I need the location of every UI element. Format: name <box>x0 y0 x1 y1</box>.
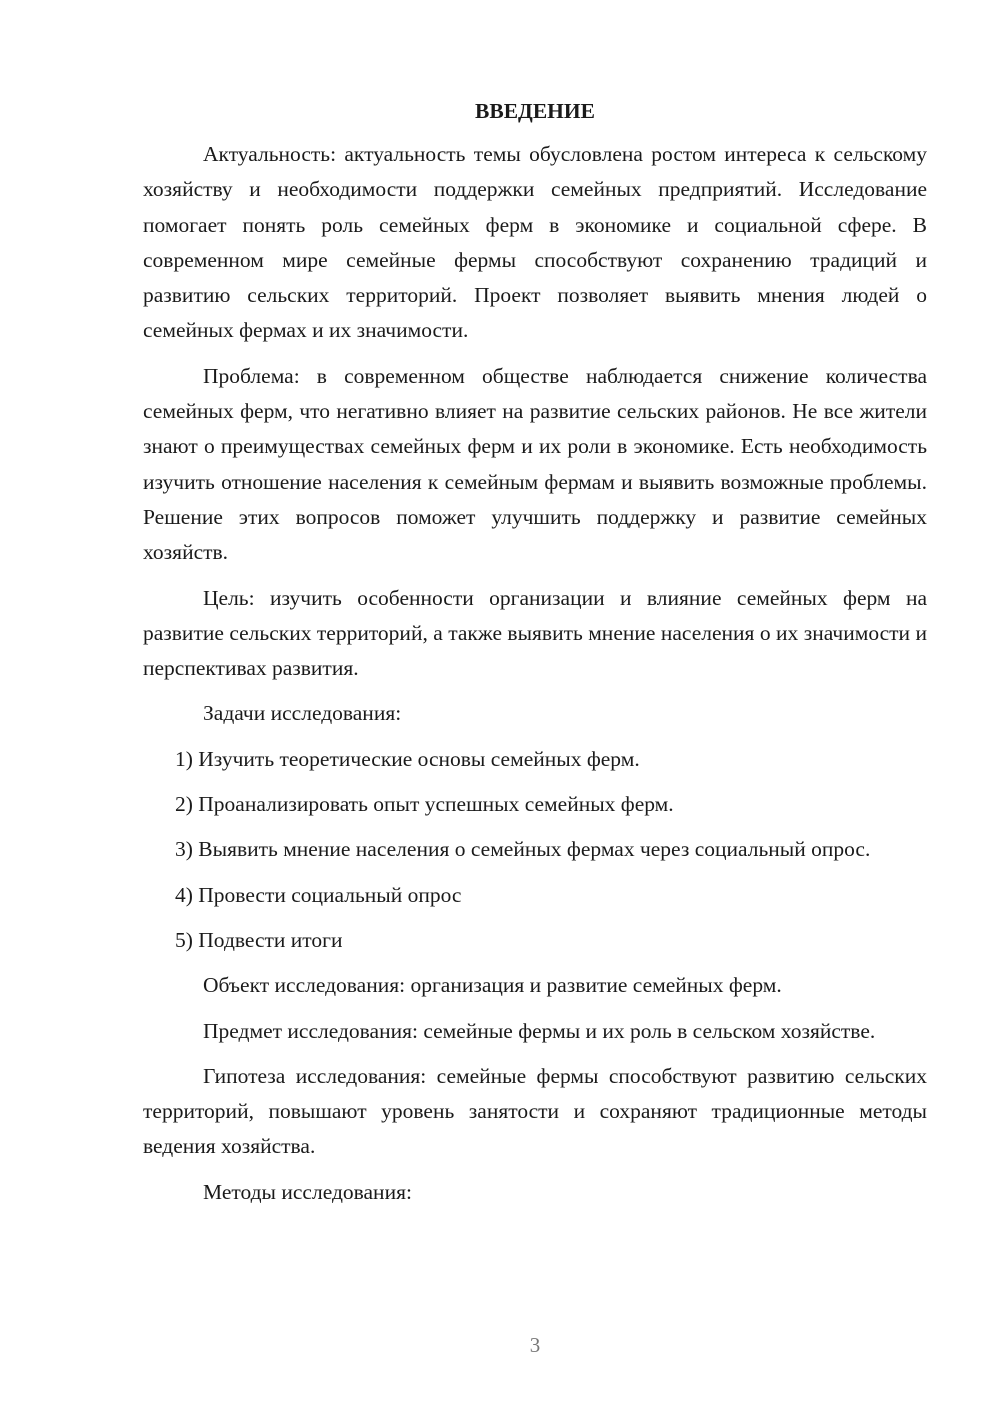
page-title: ВВЕДЕНИЕ <box>475 99 595 123</box>
task-item-2: 2) Проанализировать опыт успешных семейных ферм. <box>175 792 674 817</box>
paragraph-goal: Цель: изучить особенности организации и влияние семейных ферм на развитие сельских территорий, а также выявить мнение населения о их значимости и перспективах развития. <box>143 585 927 681</box>
paragraph-methods: Методы исследования: <box>203 1179 412 1204</box>
paragraph-tasks-heading: Задачи исследования: <box>203 701 402 726</box>
paragraph-object: Объект исследования: организация и развитие семейных ферм. <box>203 973 782 998</box>
page-content <box>143 96 927 1220</box>
task-item-4: 4) Провести социальный опрос <box>175 882 462 907</box>
page-number: 3 <box>529 1333 541 1357</box>
task-item-3: 3) Выявить мнение населения о семейных фермах через социальный опрос. <box>175 837 871 862</box>
task-item-1: 1) Изучить теоретические основы семейных ферм. <box>175 746 640 771</box>
paragraph-relevance: Актуальность: актуальность темы обусловлена ростом интереса к сельскому хозяйству и необходимости поддержки семейных предприятий. Исследование помогает понять роль семейных ферм в экономике и социальной сфере. В современном мире семейные фермы способствуют сохранению традиций и развитию сельских территорий. Проект позволяет выявить мнения людей о семейных фермах и их значимости. <box>143 142 927 343</box>
paragraph-subject: Предмет исследования: семейные фермы и их роль в сельском хозяйстве. <box>203 1018 876 1043</box>
paragraph-problem: Проблема: в современном обществе наблюдается снижение количества семейных ферм, что негативно влияет на развитие сельских районов. Не все жители знают о преимуществах семейных ферм и их роли в экономике. Есть необходимость изучить отношение населения к семейным фермам и выявить возможные проблемы. Решение этих вопросов поможет улучшить поддержку и развитие семейных хозяйств. <box>143 363 927 565</box>
paragraph-hypothesis: Гипотеза исследования: семейные фермы способствуют развитию сельских территорий, повышают уровень занятости и сохраняют традиционные методы ведения хозяйства. <box>143 1063 927 1159</box>
task-item-5: 5) Подвести итоги <box>175 927 343 952</box>
